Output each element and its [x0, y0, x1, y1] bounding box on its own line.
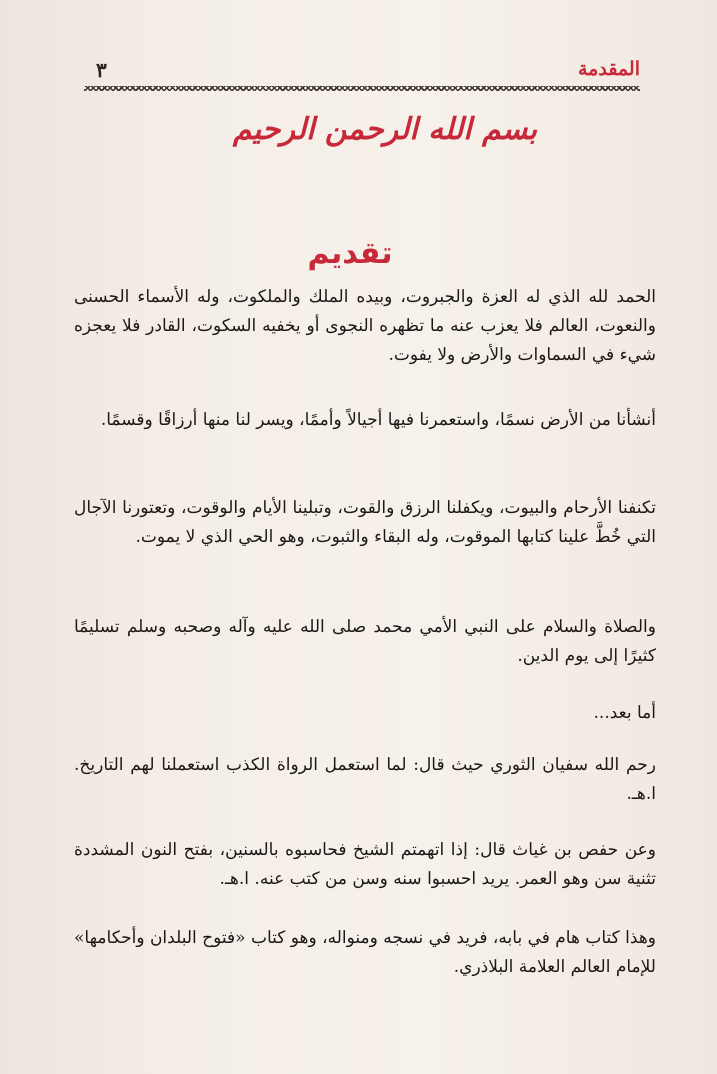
header-rule — [84, 86, 640, 91]
paragraph: أنشأنا من الأرض نسمًا، واستعمرنا فيها أجيالاً وأممًا، ويسر لنا منها أرزاقًا وقسمًا. — [100, 410, 656, 430]
paragraph: والصلاة والسلام على النبي الأمي محمد صلى الله عليه وآله وصحبه وسلم تسليمًا كثيرًا إلى يوم الدين. — [74, 617, 656, 666]
paragraph: أما بعد... — [593, 703, 656, 723]
paragraph: وعن حفص بن غياث قال: إذا اتهمتم الشيخ فحاسبوه بالسنين، بفتح النون المشددة تثنية سن وهو العمر. يريد احسبوا سنه وسن من كتب عنه. ا.هـ. — [74, 840, 656, 889]
paragraph: الحمد لله الذي له العزة والجبروت، وبيده الملك والملكوت، وله الأسماء الحسنى والنعوت، العالم فلا يعزب عنه ما تظهره النجوى أو يخفيه السكوت، القادر فلا يعجزه شيء في السماوات والأرض ولا يفوت. — [74, 287, 656, 365]
paragraph: وهذا كتاب هام في بابه، فريد في نسجه ومنواله، وهو كتاب «فتوح البلدان وأحكامها» للإمام العالم العلامة البلاذري. — [74, 928, 656, 977]
page-number: ٣ — [96, 58, 107, 82]
paragraph: رحم الله سفيان الثوري حيث قال: لما استعمل الرواة الكذب استعملنا لهم التاريخ. ا.هـ. — [74, 755, 656, 804]
section-title: تقديم — [307, 236, 393, 271]
paragraph: تكنفنا الأرحام والبيوت، ويكفلنا الرزق والقوت، وتبلينا الأيام والوقوت، وتعتورنا الآجال التي خُطَّ علينا كتابها الموقوت، وله البقاء والثبوت، وهو الحي الذي لا يموت. — [74, 498, 656, 547]
header-title: المقدمة — [577, 58, 640, 80]
page-header — [84, 58, 640, 88]
basmala: بسم الله الرحمن الرحيم — [232, 112, 538, 147]
